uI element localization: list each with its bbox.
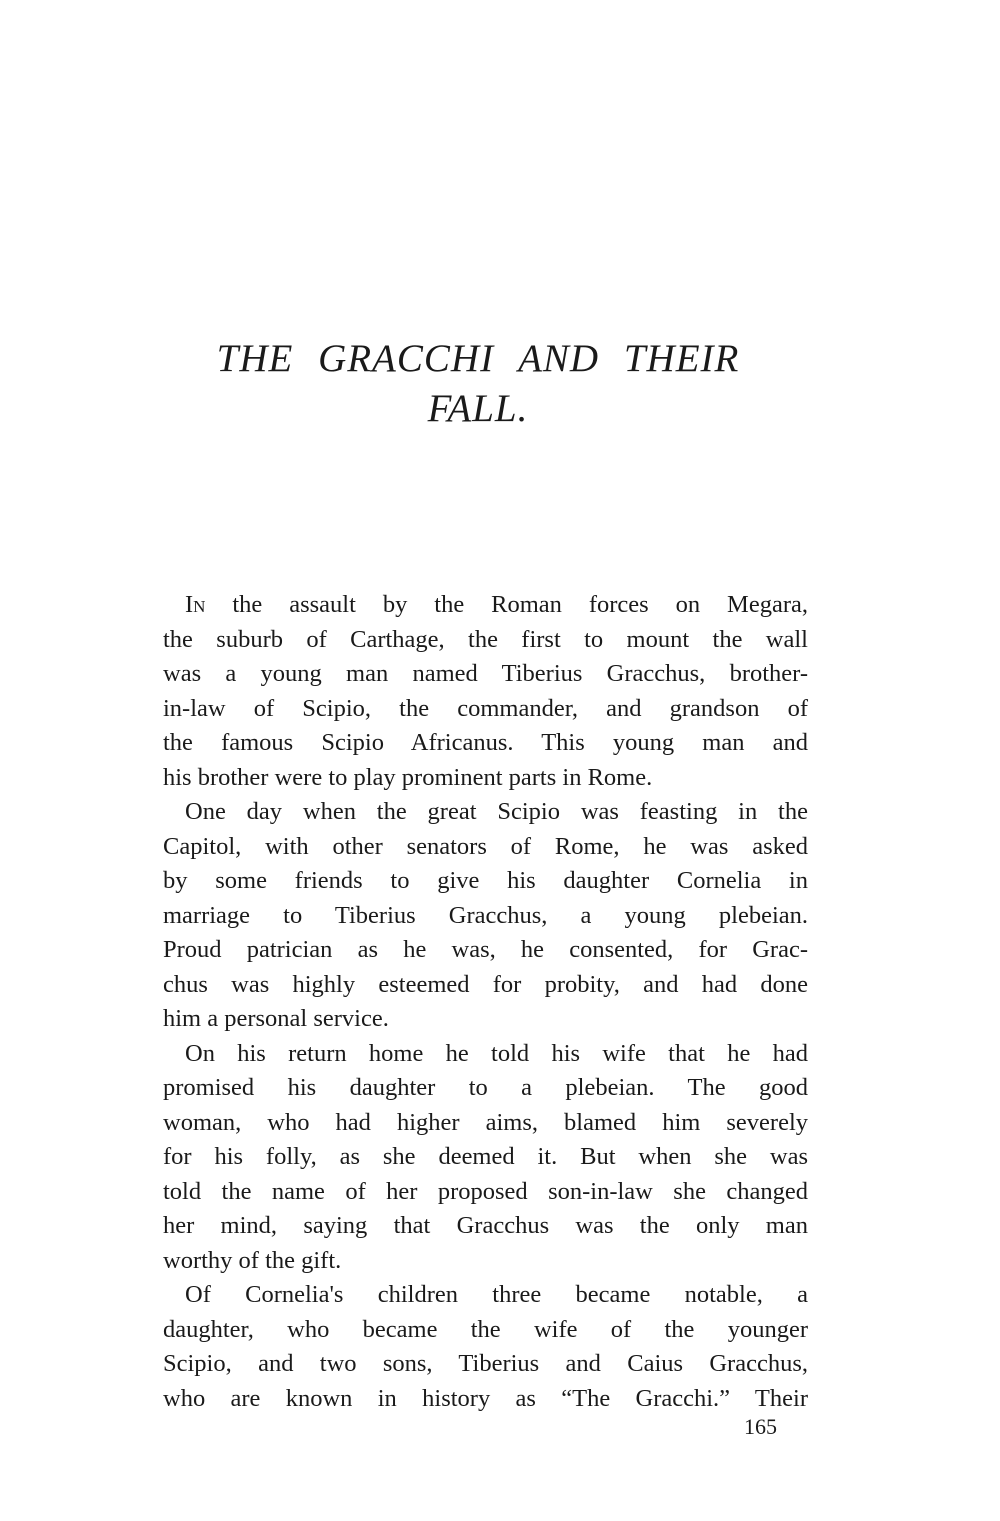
text-line bbox=[163, 588, 808, 623]
line-text: his brother were to play prominent parts in Rome. bbox=[163, 763, 653, 791]
text-line bbox=[163, 1244, 808, 1279]
text-line bbox=[163, 692, 808, 727]
line-text: woman, who had higher aims, blamed him severely bbox=[163, 1108, 808, 1136]
line-text: promised his daughter to a plebeian. The good bbox=[163, 1074, 808, 1101]
line-text: chus was highly esteemed for probity, and had done bbox=[163, 970, 808, 998]
line-text: Of Cornelia's children three became notable, a bbox=[185, 1281, 808, 1308]
text-line bbox=[163, 1313, 808, 1348]
text-line bbox=[163, 795, 808, 830]
line-text: him a personal service. bbox=[163, 1005, 389, 1032]
line-text: the famous Scipio Africanus. This young man and bbox=[163, 729, 808, 756]
text-line bbox=[163, 1382, 808, 1417]
text-line bbox=[163, 864, 808, 899]
text-line bbox=[163, 1278, 808, 1313]
line-text: Scipio, and two sons, Tiberius and Caius Gracchus, bbox=[163, 1350, 808, 1377]
line-text: the suburb of Carthage, the first to mount the wall bbox=[163, 625, 808, 653]
text-line bbox=[163, 1002, 808, 1037]
text-line bbox=[163, 623, 808, 658]
text-line bbox=[163, 899, 808, 934]
drop-lead-word: In bbox=[185, 591, 206, 618]
line-text: by some friends to give his daughter Cornelia in bbox=[163, 867, 808, 894]
line-text: told the name of her proposed son-in-law she changed bbox=[163, 1177, 808, 1205]
text-line bbox=[163, 761, 808, 796]
line-text: One day when the great Scipio was feasting in the bbox=[185, 798, 808, 825]
chapter-title-line-2: FALL. bbox=[427, 387, 529, 430]
text-line bbox=[163, 1140, 808, 1175]
text-line bbox=[163, 1175, 808, 1210]
text-line bbox=[163, 657, 808, 692]
line-text: who are known in history as “The Gracchi.” Their bbox=[163, 1384, 808, 1412]
text-line bbox=[163, 1037, 808, 1072]
page-number: 165 bbox=[744, 1414, 777, 1439]
line-text: marriage to Tiberius Gracchus, a young plebeian. bbox=[163, 901, 808, 929]
line-text: Capitol, with other senators of Rome, he was asked bbox=[163, 832, 808, 860]
text-line bbox=[163, 726, 808, 761]
text-line bbox=[163, 1106, 808, 1141]
text-line bbox=[163, 830, 808, 865]
chapter-title-line-1: THE GRACCHI AND THEIR bbox=[216, 337, 740, 380]
text-line bbox=[163, 1209, 808, 1244]
line-text: her mind, saying that Gracchus was the only man bbox=[163, 1212, 808, 1239]
line-text: in-law of Scipio, the commander, and grandson of bbox=[163, 694, 808, 722]
line-text: for his folly, as she deemed it. But when she was bbox=[163, 1143, 808, 1170]
line-text: daughter, who became the wife of the younger bbox=[163, 1315, 808, 1343]
text-line bbox=[163, 933, 808, 968]
line-text: the assault by the Roman forces on Megara, bbox=[205, 591, 808, 618]
text-line bbox=[163, 1347, 808, 1382]
text-line bbox=[163, 1071, 808, 1106]
line-text: worthy of the gift. bbox=[163, 1246, 342, 1274]
line-text: Proud patrician as he was, he consented, for Grac- bbox=[163, 936, 808, 963]
line-text: was a young man named Tiberius Gracchus, brother- bbox=[163, 660, 808, 687]
text-line bbox=[163, 968, 808, 1003]
body-text bbox=[163, 588, 808, 1416]
line-text: On his return home he told his wife that he had bbox=[185, 1039, 808, 1067]
